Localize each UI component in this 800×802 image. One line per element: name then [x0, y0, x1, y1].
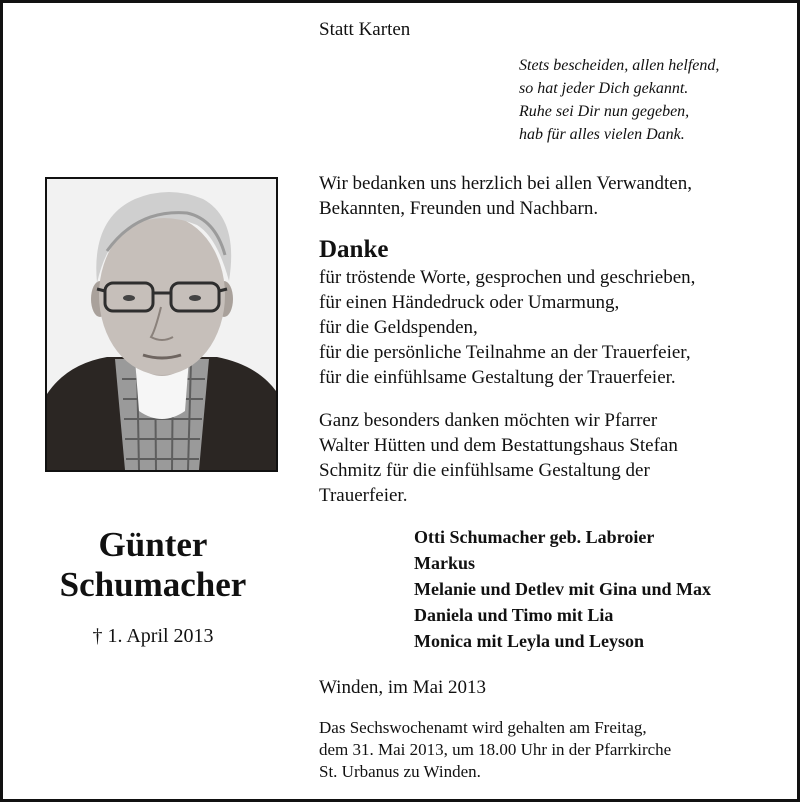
mass-announcement	[319, 717, 671, 783]
memorial-poem	[519, 54, 719, 146]
intro-line: Wir bedanken uns herzlich bei allen Verwandten,	[319, 173, 692, 194]
deceased-name	[33, 525, 273, 605]
poem-line: Ruhe sei Dir nun gegeben,	[519, 103, 690, 120]
thanks-line: für tröstende Worte, gesprochen und geschrieben,	[319, 267, 696, 288]
special-thanks-line: Walter Hütten und dem Bestattungshaus Stefan	[319, 435, 678, 456]
thanks-line: für die einfühlsame Gestaltung der Trauerfeier.	[319, 367, 676, 388]
deceased-last-name: Schumacher	[59, 565, 247, 604]
thanks-line: für die persönliche Teilnahme an der Trauerfeier,	[319, 342, 691, 363]
death-date: † 1. April 2013	[92, 625, 214, 647]
family-member: Melanie und Detlev mit Gina und Max	[414, 579, 712, 599]
deceased-first-name: Günter	[98, 525, 208, 564]
thanks-heading: Danke	[319, 236, 389, 263]
special-thanks-text	[319, 408, 678, 508]
special-thanks-line: Schmitz für die einfühlsame Gestaltung der	[319, 460, 650, 481]
place-date: Winden, im Mai 2013	[319, 677, 487, 698]
portrait-photo	[45, 177, 278, 472]
portrait-illustration	[47, 179, 276, 470]
special-thanks-line: Trauerfeier.	[319, 485, 408, 506]
mass-line: Das Sechswochenamt wird gehalten am Freitag,	[319, 718, 647, 737]
special-thanks-line: Ganz besonders danken möchten wir Pfarrer	[319, 410, 658, 431]
poem-line: Stets bescheiden, allen helfend,	[519, 57, 720, 74]
thanks-line: für einen Händedruck oder Umarmung,	[319, 292, 620, 313]
poem-line: hab für alles vielen Dank.	[519, 126, 685, 143]
poem-line: so hat jeder Dich gekannt.	[519, 80, 689, 97]
thanks-line: für die Geldspenden,	[319, 317, 478, 338]
thanks-list	[319, 265, 695, 390]
family-member: Otti Schumacher geb. Labroier	[414, 527, 655, 547]
statt-karten-label: Statt Karten	[319, 19, 411, 40]
family-member: Monica mit Leyla und Leyson	[414, 631, 645, 651]
family-member: Daniela und Timo mit Lia	[414, 605, 614, 625]
mass-line: dem 31. Mai 2013, um 18.00 Uhr in der Pfarrkirche	[319, 740, 672, 759]
intro-text	[319, 171, 692, 221]
family-signatures	[414, 524, 711, 654]
family-member: Markus	[414, 553, 476, 573]
intro-line: Bekannten, Freunden und Nachbarn.	[319, 198, 599, 219]
mass-line: St. Urbanus zu Winden.	[319, 762, 481, 781]
